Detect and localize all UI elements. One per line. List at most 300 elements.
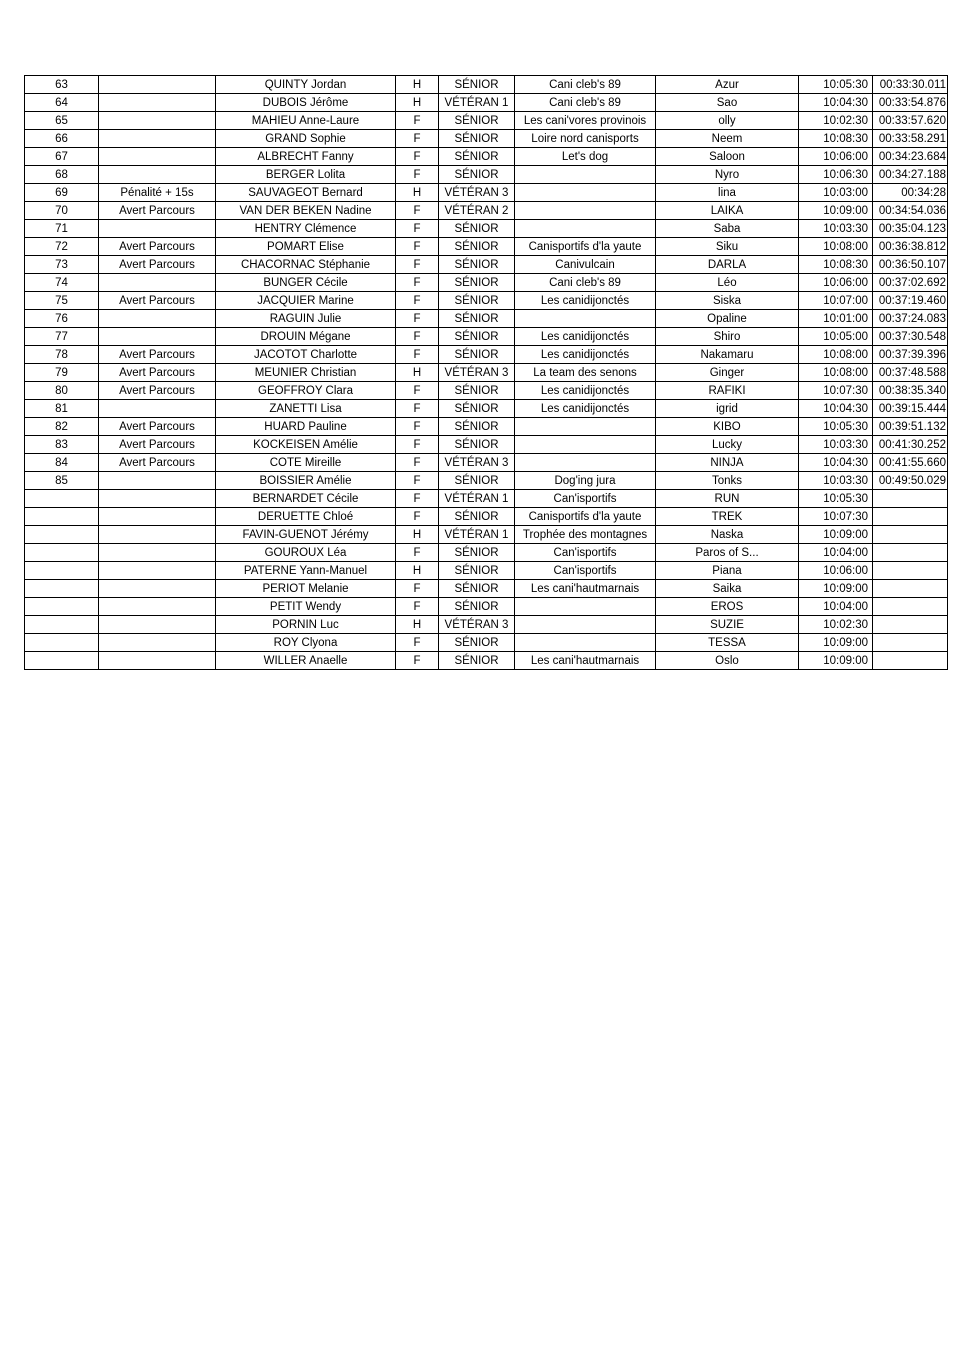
club-cell bbox=[515, 616, 656, 634]
remark-cell bbox=[99, 634, 216, 652]
race-time-cell: 00:39:15.444 bbox=[873, 400, 948, 418]
category-cell: SÉNIOR bbox=[439, 436, 515, 454]
club-cell: Les canidijonctés bbox=[515, 382, 656, 400]
remark-cell bbox=[99, 94, 216, 112]
category-cell: SÉNIOR bbox=[439, 256, 515, 274]
table-row bbox=[25, 346, 948, 364]
table-row bbox=[25, 292, 948, 310]
name-cell: MEUNIER Christian bbox=[216, 364, 396, 382]
race-time-cell bbox=[873, 616, 948, 634]
dog-cell: Nakamaru bbox=[656, 346, 799, 364]
rank-cell: 75 bbox=[25, 292, 99, 310]
category-cell: SÉNIOR bbox=[439, 238, 515, 256]
remark-cell: Avert Parcours bbox=[99, 346, 216, 364]
remark-cell bbox=[99, 220, 216, 238]
category-cell: SÉNIOR bbox=[439, 634, 515, 652]
sex-cell: F bbox=[396, 418, 439, 436]
race-time-cell bbox=[873, 508, 948, 526]
dog-cell: RAFIKI bbox=[656, 382, 799, 400]
table-row bbox=[25, 436, 948, 454]
remark-cell bbox=[99, 526, 216, 544]
start-time-cell: 10:06:00 bbox=[799, 148, 873, 166]
rank-cell: 69 bbox=[25, 184, 99, 202]
table-row bbox=[25, 130, 948, 148]
club-cell: Canisportifs d'la yaute bbox=[515, 238, 656, 256]
rank-cell: 80 bbox=[25, 382, 99, 400]
start-time-cell: 10:08:00 bbox=[799, 364, 873, 382]
club-cell: Les canidijonctés bbox=[515, 400, 656, 418]
category-cell: SÉNIOR bbox=[439, 148, 515, 166]
remark-cell bbox=[99, 544, 216, 562]
category-cell: SÉNIOR bbox=[439, 508, 515, 526]
race-time-cell: 00:33:57.620 bbox=[873, 112, 948, 130]
club-cell: Cani cleb's 89 bbox=[515, 94, 656, 112]
race-time-cell: 00:37:19.460 bbox=[873, 292, 948, 310]
remark-cell: Pénalité + 15s bbox=[99, 184, 216, 202]
table-row bbox=[25, 526, 948, 544]
remark-cell bbox=[99, 310, 216, 328]
remark-cell: Avert Parcours bbox=[99, 202, 216, 220]
start-time-cell: 10:06:00 bbox=[799, 562, 873, 580]
start-time-cell: 10:02:30 bbox=[799, 616, 873, 634]
dog-cell: Sao bbox=[656, 94, 799, 112]
club-cell: Les cani'hautmarnais bbox=[515, 580, 656, 598]
dog-cell: NINJA bbox=[656, 454, 799, 472]
sex-cell: F bbox=[396, 454, 439, 472]
name-cell: GEOFFROY Clara bbox=[216, 382, 396, 400]
dog-cell: Siska bbox=[656, 292, 799, 310]
race-time-cell bbox=[873, 562, 948, 580]
remark-cell bbox=[99, 490, 216, 508]
start-time-cell: 10:06:00 bbox=[799, 274, 873, 292]
remark-cell bbox=[99, 166, 216, 184]
club-cell bbox=[515, 436, 656, 454]
start-time-cell: 10:03:30 bbox=[799, 472, 873, 490]
rank-cell: 78 bbox=[25, 346, 99, 364]
start-time-cell: 10:03:30 bbox=[799, 220, 873, 238]
rank-cell bbox=[25, 562, 99, 580]
category-cell: SÉNIOR bbox=[439, 418, 515, 436]
rank-cell: 79 bbox=[25, 364, 99, 382]
race-time-cell: 00:41:55.660 bbox=[873, 454, 948, 472]
category-cell: SÉNIOR bbox=[439, 220, 515, 238]
name-cell: WILLER Anaelle bbox=[216, 652, 396, 670]
club-cell: Les canidijonctés bbox=[515, 328, 656, 346]
start-time-cell: 10:09:00 bbox=[799, 634, 873, 652]
start-time-cell: 10:08:30 bbox=[799, 130, 873, 148]
start-time-cell: 10:04:30 bbox=[799, 454, 873, 472]
club-cell: Les canidijonctés bbox=[515, 346, 656, 364]
rank-cell: 70 bbox=[25, 202, 99, 220]
remark-cell bbox=[99, 400, 216, 418]
dog-cell: Oslo bbox=[656, 652, 799, 670]
name-cell: ALBRECHT Fanny bbox=[216, 148, 396, 166]
club-cell: Can'isportifs bbox=[515, 490, 656, 508]
dog-cell: KIBO bbox=[656, 418, 799, 436]
sex-cell: F bbox=[396, 274, 439, 292]
club-cell bbox=[515, 310, 656, 328]
sex-cell: H bbox=[396, 76, 439, 94]
remark-cell bbox=[99, 274, 216, 292]
dog-cell: Siku bbox=[656, 238, 799, 256]
name-cell: PERIOT Melanie bbox=[216, 580, 396, 598]
remark-cell bbox=[99, 112, 216, 130]
category-cell: SÉNIOR bbox=[439, 580, 515, 598]
results-table bbox=[24, 75, 948, 670]
dog-cell: Neem bbox=[656, 130, 799, 148]
rank-cell: 83 bbox=[25, 436, 99, 454]
category-cell: SÉNIOR bbox=[439, 310, 515, 328]
rank-cell: 84 bbox=[25, 454, 99, 472]
table-row bbox=[25, 598, 948, 616]
club-cell: Les cani'vores provinois bbox=[515, 112, 656, 130]
dog-cell: DARLA bbox=[656, 256, 799, 274]
rank-cell bbox=[25, 526, 99, 544]
table-row bbox=[25, 202, 948, 220]
rank-cell: 64 bbox=[25, 94, 99, 112]
name-cell: BOISSIER Amélie bbox=[216, 472, 396, 490]
name-cell: PETIT Wendy bbox=[216, 598, 396, 616]
race-time-cell bbox=[873, 598, 948, 616]
club-cell: Trophée des montagnes bbox=[515, 526, 656, 544]
results-body bbox=[25, 76, 948, 670]
start-time-cell: 10:09:00 bbox=[799, 526, 873, 544]
sex-cell: H bbox=[396, 616, 439, 634]
start-time-cell: 10:07:30 bbox=[799, 382, 873, 400]
dog-cell: Lucky bbox=[656, 436, 799, 454]
dog-cell: Naska bbox=[656, 526, 799, 544]
sex-cell: F bbox=[396, 382, 439, 400]
club-cell bbox=[515, 202, 656, 220]
race-time-cell bbox=[873, 526, 948, 544]
sex-cell: F bbox=[396, 310, 439, 328]
club-cell bbox=[515, 184, 656, 202]
name-cell: SAUVAGEOT Bernard bbox=[216, 184, 396, 202]
rank-cell: 66 bbox=[25, 130, 99, 148]
rank-cell: 85 bbox=[25, 472, 99, 490]
sex-cell: H bbox=[396, 184, 439, 202]
category-cell: SÉNIOR bbox=[439, 292, 515, 310]
start-time-cell: 10:03:30 bbox=[799, 436, 873, 454]
remark-cell: Avert Parcours bbox=[99, 292, 216, 310]
club-cell bbox=[515, 454, 656, 472]
category-cell: VÉTÉRAN 1 bbox=[439, 526, 515, 544]
remark-cell bbox=[99, 652, 216, 670]
rank-cell bbox=[25, 634, 99, 652]
remark-cell: Avert Parcours bbox=[99, 382, 216, 400]
rank-cell bbox=[25, 616, 99, 634]
category-cell: SÉNIOR bbox=[439, 598, 515, 616]
name-cell: DROUIN Mégane bbox=[216, 328, 396, 346]
rank-cell: 81 bbox=[25, 400, 99, 418]
club-cell: La team des senons bbox=[515, 364, 656, 382]
name-cell: MAHIEU Anne-Laure bbox=[216, 112, 396, 130]
race-time-cell: 00:37:30.548 bbox=[873, 328, 948, 346]
name-cell: KOCKEISEN Amélie bbox=[216, 436, 396, 454]
table-row bbox=[25, 544, 948, 562]
name-cell: BUNGER Cécile bbox=[216, 274, 396, 292]
name-cell: BERGER Lolita bbox=[216, 166, 396, 184]
sex-cell: H bbox=[396, 562, 439, 580]
name-cell: GOUROUX Léa bbox=[216, 544, 396, 562]
dog-cell: RUN bbox=[656, 490, 799, 508]
name-cell: BERNARDET Cécile bbox=[216, 490, 396, 508]
race-time-cell: 00:37:24.083 bbox=[873, 310, 948, 328]
sex-cell: F bbox=[396, 598, 439, 616]
category-cell: SÉNIOR bbox=[439, 382, 515, 400]
dog-cell: igrid bbox=[656, 400, 799, 418]
start-time-cell: 10:09:00 bbox=[799, 202, 873, 220]
rank-cell: 65 bbox=[25, 112, 99, 130]
remark-cell: Avert Parcours bbox=[99, 238, 216, 256]
table-row bbox=[25, 166, 948, 184]
category-cell: VÉTÉRAN 3 bbox=[439, 364, 515, 382]
category-cell: VÉTÉRAN 1 bbox=[439, 94, 515, 112]
category-cell: VÉTÉRAN 3 bbox=[439, 616, 515, 634]
club-cell: Can'isportifs bbox=[515, 562, 656, 580]
dog-cell: Saba bbox=[656, 220, 799, 238]
table-row bbox=[25, 256, 948, 274]
dog-cell: Paros of S... bbox=[656, 544, 799, 562]
name-cell: JACOTOT Charlotte bbox=[216, 346, 396, 364]
rank-cell bbox=[25, 652, 99, 670]
table-row bbox=[25, 490, 948, 508]
category-cell: SÉNIOR bbox=[439, 652, 515, 670]
table-row bbox=[25, 382, 948, 400]
rank-cell: 63 bbox=[25, 76, 99, 94]
name-cell: PATERNE Yann-Manuel bbox=[216, 562, 396, 580]
name-cell: QUINTY Jordan bbox=[216, 76, 396, 94]
category-cell: SÉNIOR bbox=[439, 328, 515, 346]
rank-cell: 68 bbox=[25, 166, 99, 184]
table-row bbox=[25, 310, 948, 328]
table-row bbox=[25, 148, 948, 166]
club-cell: Canivulcain bbox=[515, 256, 656, 274]
start-time-cell: 10:08:00 bbox=[799, 238, 873, 256]
race-time-cell: 00:34:27.188 bbox=[873, 166, 948, 184]
race-time-cell bbox=[873, 652, 948, 670]
table-row bbox=[25, 562, 948, 580]
start-time-cell: 10:05:30 bbox=[799, 490, 873, 508]
dog-cell: Azur bbox=[656, 76, 799, 94]
table-row bbox=[25, 184, 948, 202]
remark-cell bbox=[99, 616, 216, 634]
category-cell: SÉNIOR bbox=[439, 76, 515, 94]
remark-cell bbox=[99, 148, 216, 166]
table-row bbox=[25, 508, 948, 526]
start-time-cell: 10:05:30 bbox=[799, 418, 873, 436]
sex-cell: F bbox=[396, 652, 439, 670]
dog-cell: TESSA bbox=[656, 634, 799, 652]
rank-cell: 73 bbox=[25, 256, 99, 274]
sex-cell: F bbox=[396, 166, 439, 184]
rank-cell: 77 bbox=[25, 328, 99, 346]
remark-cell: Avert Parcours bbox=[99, 256, 216, 274]
remark-cell bbox=[99, 562, 216, 580]
race-time-cell bbox=[873, 544, 948, 562]
start-time-cell: 10:06:30 bbox=[799, 166, 873, 184]
rank-cell bbox=[25, 508, 99, 526]
table-row bbox=[25, 76, 948, 94]
dog-cell: Shiro bbox=[656, 328, 799, 346]
table-row bbox=[25, 652, 948, 670]
club-cell bbox=[515, 634, 656, 652]
dog-cell: EROS bbox=[656, 598, 799, 616]
race-time-cell: 00:33:54.876 bbox=[873, 94, 948, 112]
club-cell bbox=[515, 220, 656, 238]
sex-cell: F bbox=[396, 490, 439, 508]
remark-cell: Avert Parcours bbox=[99, 418, 216, 436]
sex-cell: F bbox=[396, 220, 439, 238]
name-cell: RAGUIN Julie bbox=[216, 310, 396, 328]
name-cell: HUARD Pauline bbox=[216, 418, 396, 436]
rank-cell: 71 bbox=[25, 220, 99, 238]
category-cell: VÉTÉRAN 3 bbox=[439, 454, 515, 472]
remark-cell bbox=[99, 580, 216, 598]
sex-cell: F bbox=[396, 544, 439, 562]
dog-cell: Léo bbox=[656, 274, 799, 292]
club-cell bbox=[515, 166, 656, 184]
rank-cell bbox=[25, 598, 99, 616]
name-cell: HENTRY Clémence bbox=[216, 220, 396, 238]
dog-cell: Saika bbox=[656, 580, 799, 598]
table-row bbox=[25, 94, 948, 112]
rank-cell: 72 bbox=[25, 238, 99, 256]
race-time-cell: 00:33:58.291 bbox=[873, 130, 948, 148]
category-cell: SÉNIOR bbox=[439, 472, 515, 490]
race-time-cell: 00:35:04.123 bbox=[873, 220, 948, 238]
remark-cell: Avert Parcours bbox=[99, 454, 216, 472]
sex-cell: F bbox=[396, 346, 439, 364]
club-cell: Dog'ing jura bbox=[515, 472, 656, 490]
table-row bbox=[25, 454, 948, 472]
name-cell: ZANETTI Lisa bbox=[216, 400, 396, 418]
category-cell: VÉTÉRAN 3 bbox=[439, 184, 515, 202]
table-row bbox=[25, 112, 948, 130]
club-cell: Cani cleb's 89 bbox=[515, 274, 656, 292]
race-time-cell: 00:49:50.029 bbox=[873, 472, 948, 490]
name-cell: GRAND Sophie bbox=[216, 130, 396, 148]
dog-cell: TREK bbox=[656, 508, 799, 526]
race-time-cell: 00:34:28 bbox=[873, 184, 948, 202]
race-time-cell: 00:33:30.011 bbox=[873, 76, 948, 94]
category-cell: SÉNIOR bbox=[439, 130, 515, 148]
sex-cell: F bbox=[396, 580, 439, 598]
race-time-cell: 00:39:51.132 bbox=[873, 418, 948, 436]
remark-cell bbox=[99, 76, 216, 94]
category-cell: SÉNIOR bbox=[439, 112, 515, 130]
sex-cell: F bbox=[396, 634, 439, 652]
sex-cell: F bbox=[396, 112, 439, 130]
table-row bbox=[25, 220, 948, 238]
name-cell: VAN DER BEKEN Nadine bbox=[216, 202, 396, 220]
race-time-cell: 00:41:30.252 bbox=[873, 436, 948, 454]
start-time-cell: 10:01:00 bbox=[799, 310, 873, 328]
start-time-cell: 10:05:00 bbox=[799, 328, 873, 346]
sex-cell: F bbox=[396, 148, 439, 166]
name-cell: ROY Clyona bbox=[216, 634, 396, 652]
table-row bbox=[25, 328, 948, 346]
start-time-cell: 10:04:30 bbox=[799, 94, 873, 112]
sex-cell: F bbox=[396, 508, 439, 526]
club-cell: Let's dog bbox=[515, 148, 656, 166]
race-time-cell: 00:37:39.396 bbox=[873, 346, 948, 364]
rank-cell bbox=[25, 544, 99, 562]
category-cell: SÉNIOR bbox=[439, 166, 515, 184]
start-time-cell: 10:05:30 bbox=[799, 76, 873, 94]
name-cell: COTE Mireille bbox=[216, 454, 396, 472]
dog-cell: Saloon bbox=[656, 148, 799, 166]
sex-cell: F bbox=[396, 202, 439, 220]
table-row bbox=[25, 274, 948, 292]
table-row bbox=[25, 616, 948, 634]
start-time-cell: 10:07:00 bbox=[799, 292, 873, 310]
race-time-cell bbox=[873, 490, 948, 508]
name-cell: CHACORNAC Stéphanie bbox=[216, 256, 396, 274]
sex-cell: F bbox=[396, 328, 439, 346]
name-cell: FAVIN-GUENOT Jérémy bbox=[216, 526, 396, 544]
club-cell: Les cani'hautmarnais bbox=[515, 652, 656, 670]
dog-cell: Tonks bbox=[656, 472, 799, 490]
sex-cell: F bbox=[396, 238, 439, 256]
name-cell: DERUETTE Chloé bbox=[216, 508, 396, 526]
dog-cell: Opaline bbox=[656, 310, 799, 328]
start-time-cell: 10:02:30 bbox=[799, 112, 873, 130]
club-cell bbox=[515, 418, 656, 436]
start-time-cell: 10:04:00 bbox=[799, 598, 873, 616]
remark-cell: Avert Parcours bbox=[99, 364, 216, 382]
rank-cell bbox=[25, 490, 99, 508]
sex-cell: H bbox=[396, 94, 439, 112]
table-row bbox=[25, 580, 948, 598]
sex-cell: F bbox=[396, 436, 439, 454]
rank-cell: 74 bbox=[25, 274, 99, 292]
name-cell: PORNIN Luc bbox=[216, 616, 396, 634]
club-cell: Can'isportifs bbox=[515, 544, 656, 562]
table-row bbox=[25, 418, 948, 436]
sex-cell: F bbox=[396, 400, 439, 418]
dog-cell: LAIKA bbox=[656, 202, 799, 220]
table-row bbox=[25, 400, 948, 418]
club-cell: Cani cleb's 89 bbox=[515, 76, 656, 94]
name-cell: JACQUIER Marine bbox=[216, 292, 396, 310]
club-cell bbox=[515, 598, 656, 616]
race-time-cell bbox=[873, 580, 948, 598]
start-time-cell: 10:04:00 bbox=[799, 544, 873, 562]
remark-cell bbox=[99, 508, 216, 526]
remark-cell bbox=[99, 472, 216, 490]
category-cell: SÉNIOR bbox=[439, 346, 515, 364]
dog-cell: SUZIE bbox=[656, 616, 799, 634]
dog-cell: Ginger bbox=[656, 364, 799, 382]
start-time-cell: 10:07:30 bbox=[799, 508, 873, 526]
dog-cell: lina bbox=[656, 184, 799, 202]
category-cell: SÉNIOR bbox=[439, 562, 515, 580]
name-cell: POMART Elise bbox=[216, 238, 396, 256]
start-time-cell: 10:08:00 bbox=[799, 346, 873, 364]
remark-cell bbox=[99, 598, 216, 616]
rank-cell bbox=[25, 580, 99, 598]
race-time-cell: 00:34:54.036 bbox=[873, 202, 948, 220]
sex-cell: F bbox=[396, 256, 439, 274]
club-cell: Les canidijonctés bbox=[515, 292, 656, 310]
race-time-cell: 00:36:50.107 bbox=[873, 256, 948, 274]
race-time-cell bbox=[873, 634, 948, 652]
start-time-cell: 10:03:00 bbox=[799, 184, 873, 202]
rank-cell: 67 bbox=[25, 148, 99, 166]
sex-cell: H bbox=[396, 364, 439, 382]
table-row bbox=[25, 238, 948, 256]
